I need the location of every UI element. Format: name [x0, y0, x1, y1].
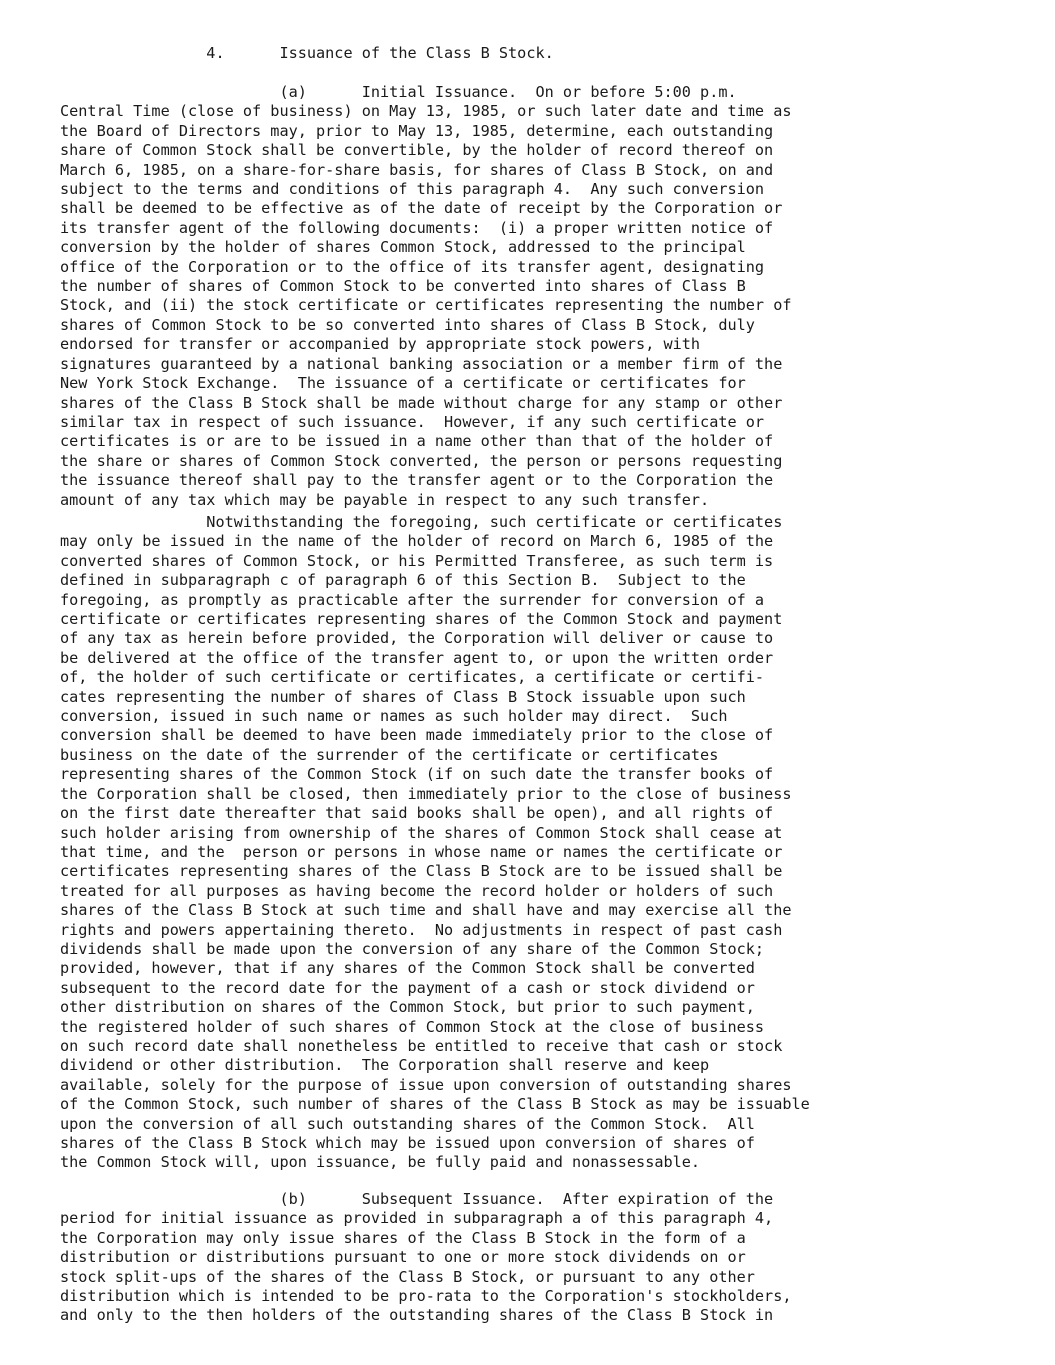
paragraph-initial-issuance: (a) Initial Issuance. On or before 5:00 p.m. Central Time (close of business) on May 13, 1985, or such later date and time as the Board of Directors may, prior to May 13, 1985, determine, each outstanding share of Common Stock shall be convertible, by the holder of record thereof on March 6, 1985, on a share-for-share basis, for shares of Class B Stock, on and subject to the terms and conditions of this paragraph 4. Any such conversion shall be deemed to be effective as of the date of receipt by the Corporation or its transfer agent of the following documents: (i) a proper written notice of conversion by the holder of shares Common Stock, addressed to the principal office of the Corporation or to the office of its transfer agent, designating the number of shares of Common Stock to be converted into shares of Class B Stock, and (ii) the stock certificate or certificates representing the number of shares of Common Stock to be so converted into shares of Class B Stock, duly endorsed for transfer or accompanied by appropriate stock powers, with signatures guaranteed by a national banking association or a member firm of the New York Stock Exchange. The issuance of a certificate or certificates for shares of the Class B Stock shall be made without charge for any stamp or other similar tax in respect of such issuance. However, if any such certificate or certificates is or are to be issued in a name other than that of the holder of the share or shares of Common Stock converted, the person or persons requesting the issuance thereof shall pay to the transfer agent or to the Corporation the amount of any tax which may be payable in respect to any such transfer. — [60, 83, 792, 509]
paragraph-subsequent-issuance: (b) Subsequent Issuance. After expiration of the period for initial issuance as provided in subparagraph a of this paragraph 4, the Corporation may only issue shares of the Class B Stock in the form of a distribution or distributions pursuant to one or more stock dividends on or stock split-ups of the shares of the Class B Stock, or pursuant to any other distribution which is intended to be pro-rata to the Corporation's stockholders, and only to the then holders of the outstanding shares of the Class B Stock in — [60, 1190, 792, 1325]
paragraph-notwithstanding: Notwithstanding the foregoing, such certificate or certificates may only be issued in the name of the holder of record on March 6, 1985 of the converted shares of Common Stock, or his Permitted Transferee, as such term is defined in subparagraph c of paragraph 6 of this Section B. Subject to the foregoing, as promptly as practicable after the surrender for conversion of a certificate or certificates representing shares of the Common Stock and payment of any tax as herein before provided, the Corporation will deliver or cause to be delivered at the office of the transfer agent to, or upon the written order of, the holder of such certificate or certificates, a certificate or certifi- cates representing the number of shares of Class B Stock issuable upon such conversion, issued in such name or names as such holder may direct. Such conversion shall be deemed to have been made immediately prior to the close of business on the date of the surrender of the certificate or certificates representing shares of the Common Stock (if on such date the transfer books of the Corporation shall be closed, then immediately prior to the close of business on the first date thereafter that said books shall be open), and all rights of such holder arising from ownership of the shares of Common Stock shall cease at that time, and the person or persons in whose name or names the certificate or certificates representing shares of the Class B Stock are to be issued shall be treated for all purposes as having become the record holder or holders of such shares of the Class B Stock at such time and shall have and may exercise all the rights and powers appertaining thereto. No adjustments in respect of past cash dividends shall be made upon the conversion of any share of the Common Stock; provided, however, that if any shares of the Common Stock shall be converted subsequent to the record date for the payment of a cash or stock dividend or other distribution on shares of the Common Stock, but prior to such payment, the registered holder of such shares of Common Stock at the close of business on such record date shall nonetheless be entitled to receive that cash or stock dividend or other distribution. The Corporation shall reserve and keep available, solely for the purpose of issue upon conversion of outstanding shares of the Common Stock, such number of shares of the Class B Stock as may be issuable upon the conversion of all such outstanding shares of the Common Stock. All shares of the Class B Stock which may be issued upon conversion of shares of the Common Stock will, upon issuance, be fully paid and nonassessable. — [60, 513, 810, 1172]
section-heading: 4. Issuance of the Class B Stock. — [60, 44, 554, 62]
